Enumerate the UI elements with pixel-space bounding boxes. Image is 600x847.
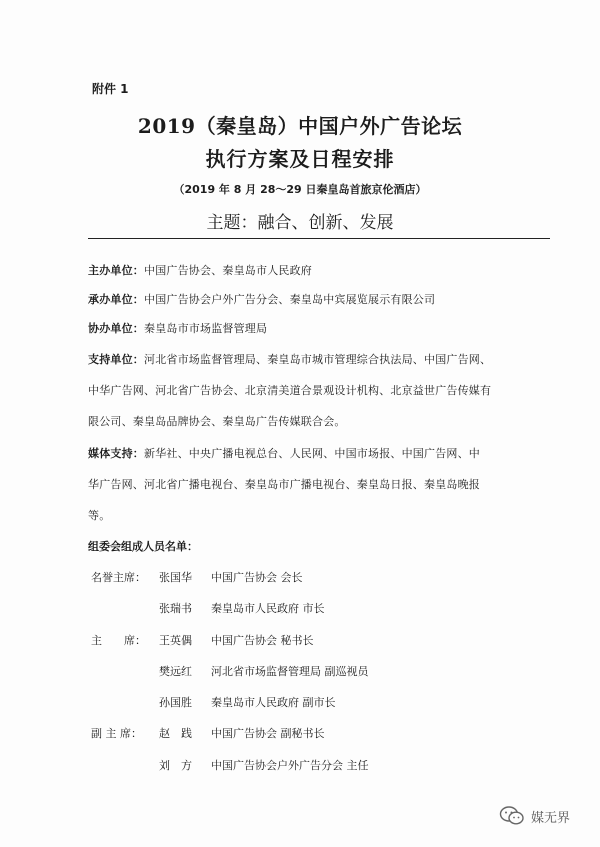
support-value-2: 中华广告网、河北省广告协会、北京清美道合景观设计机构、北京益世广告传媒有: [88, 384, 492, 397]
committee-name: 赵 践: [159, 727, 192, 740]
media-value-1: 新华社、中央广播电视总台、人民网、中国市场报、中国广告网、中: [144, 447, 480, 460]
support-value-1: 河北省市场监督管理局、秦皇岛市城市管理综合执法局、中国广告网、: [144, 353, 492, 366]
committee-org: 秦皇岛市人民政府 市长: [211, 602, 325, 615]
organizer-value: 中国广告协会户外广告分会、秦皇岛中宾展览展示有限公司: [144, 293, 436, 306]
committee-org: 中国广告协会 秘书长: [211, 634, 314, 647]
co-organizer-line: [88, 320, 267, 336]
support-value-3: 限公司、秦皇岛品牌协会、秦皇岛广告传媒联合会。: [88, 415, 346, 428]
committee-heading: 组委会组成人员名单：: [88, 540, 198, 553]
committee-org: 中国广告协会户外广告分会 主任: [211, 759, 369, 772]
committee-name: 张瑞书: [159, 602, 192, 615]
host-label: 主办单位：: [88, 264, 144, 277]
committee-org: 中国广告协会 副秘书长: [211, 727, 325, 740]
committee-role: 副 主 席：: [91, 727, 142, 740]
support-label: 支持单位：: [88, 353, 144, 366]
media-value-3: 等。: [88, 509, 111, 522]
committee-org: 中国广告协会 会长: [211, 571, 303, 584]
wechat-icon: [499, 805, 525, 827]
date-venue: （2019 年 8 月 28～29 日秦皇岛首旅京伦酒店）: [173, 183, 427, 196]
watermark: [499, 805, 570, 827]
committee-role: 主 席：: [91, 634, 146, 647]
theme: 主题：融合、创新、发展: [206, 213, 394, 233]
committee-name: 孙国胜: [159, 696, 192, 709]
attachment-label: 附件 1: [92, 82, 129, 96]
co-organizer-value: 秦皇岛市市场监督管理局: [144, 322, 268, 335]
committee-name: 刘 方: [159, 759, 192, 772]
media-value-2: 华广告网、河北省广播电视台、秦皇岛市广播电视台、秦皇岛日报、秦皇岛晚报: [88, 478, 480, 491]
media-label: 媒体支持：: [88, 447, 144, 460]
watermark-text: 媒无界: [530, 810, 570, 826]
host-line: [88, 262, 312, 278]
committee-name: 樊远红: [159, 665, 192, 678]
media-line: [88, 445, 480, 461]
title-line-2: 执行方案及日程安排: [205, 147, 395, 171]
committee-role: 名誉主席：: [91, 571, 146, 584]
title-line-1: 2019（秦皇岛）中国户外广告论坛: [137, 114, 463, 138]
co-organizer-label: 协办单位：: [88, 322, 144, 335]
committee-org: 河北省市场监督管理局 副巡视员: [211, 665, 369, 678]
organizer-line: [88, 291, 435, 307]
committee-name: 王英偶: [159, 634, 192, 647]
host-value: 中国广告协会、秦皇岛市人民政府: [144, 264, 312, 277]
divider: [88, 238, 550, 239]
committee-name: 张国华: [159, 571, 192, 584]
support-line: [88, 351, 491, 367]
committee-org: 秦皇岛市人民政府 副市长: [211, 696, 336, 709]
organizer-label: 承办单位：: [88, 293, 144, 306]
